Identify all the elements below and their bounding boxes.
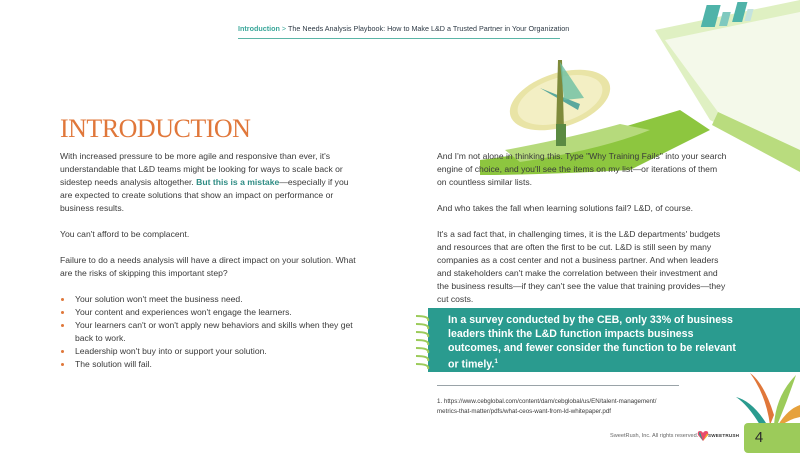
leaves-illustration	[730, 365, 800, 425]
company-name: SweetRush, Inc.	[610, 433, 651, 439]
not-alone-paragraph: And I'm not alone in thinking this. Type "Why Training Fails" into your search engine of choice, and you'll see the items on my list—or iterations of them on countless similar lists.	[437, 151, 727, 187]
page-tab	[770, 423, 800, 453]
footnote-divider	[437, 385, 679, 386]
footnote-line[interactable]: 1. https://www.cebglobal.com/content/dam/cebglobal/us/EN/talent-management/	[437, 398, 657, 405]
risks-list	[60, 293, 360, 371]
logo-text: SWEETRUSH	[708, 433, 740, 438]
callout-statement: In a survey conducted by the CEB, only 33% of business leaders think the L&D function impacts business outcomes, and fewer consider the function to be relevant or timely.	[448, 314, 736, 371]
page-number: 4	[744, 423, 774, 453]
footer-copyright	[610, 433, 698, 439]
budget-paragraph: It's a sad fact that, in challenging times, it is the L&D departments' budgets and resources that are often the first to be cut. L&D is still seen by many companies as a cost center and not a business partner. And when leaders and stakeholders can't make the correlation between their investment and the business results—if they can't see the value that training provides—they cut costs.	[437, 229, 726, 304]
page-title: INTRODUCTION	[60, 114, 251, 143]
emphasis-text: But this is a mistake	[196, 177, 280, 187]
breadcrumb-separator: >	[281, 24, 287, 33]
spiral-binding-icon	[412, 312, 434, 370]
list-item: Leadership won't buy into or support your solution.	[60, 345, 360, 358]
left-column	[60, 150, 360, 371]
breadcrumb-title: The Needs Analysis Playbook: How to Make L&D a Trusted Partner in Your Organization	[288, 24, 570, 33]
callout-text	[448, 314, 738, 373]
footnote-mark[interactable]: 1	[494, 358, 498, 366]
breadcrumb-current[interactable]: Introduction	[238, 24, 280, 33]
list-item: Your solution won't meet the business need.	[60, 293, 360, 306]
who-takes-fall-paragraph: And who takes the fall when learning solutions fail? L&D, of course.	[437, 203, 694, 213]
footnote-line[interactable]: metrics-that-matter/pdfs/what-ceos-want-from-ld-whitepaper.pdf	[437, 408, 611, 415]
complacent-paragraph: You can't afford to be complacent.	[60, 229, 190, 239]
intro-text-end: —especially if you are expected to create solutions that show an impact on performance or business results.	[60, 177, 349, 213]
list-item: Your learners can't or won't apply new behaviors and skills when they get back to work.	[60, 319, 360, 345]
intro-text-start: With increased pressure to be more agile and responsive than ever, it's understandable that L&D teams might be looking for ways to scale back or sidestep needs analysis altogether.	[60, 151, 343, 187]
right-column	[437, 150, 727, 319]
list-item: Your content and experiences won't engage the learners.	[60, 306, 360, 319]
list-item: The solution will fail.	[60, 358, 360, 371]
intro-paragraph	[60, 150, 360, 215]
rights-text: All rights reserved.	[651, 433, 699, 439]
footnote	[437, 397, 697, 417]
sundial-illustration	[480, 0, 800, 175]
risks-paragraph: Failure to do a needs analysis will have a direct impact on your solution. What are the risks of skipping this important step?	[60, 255, 356, 278]
